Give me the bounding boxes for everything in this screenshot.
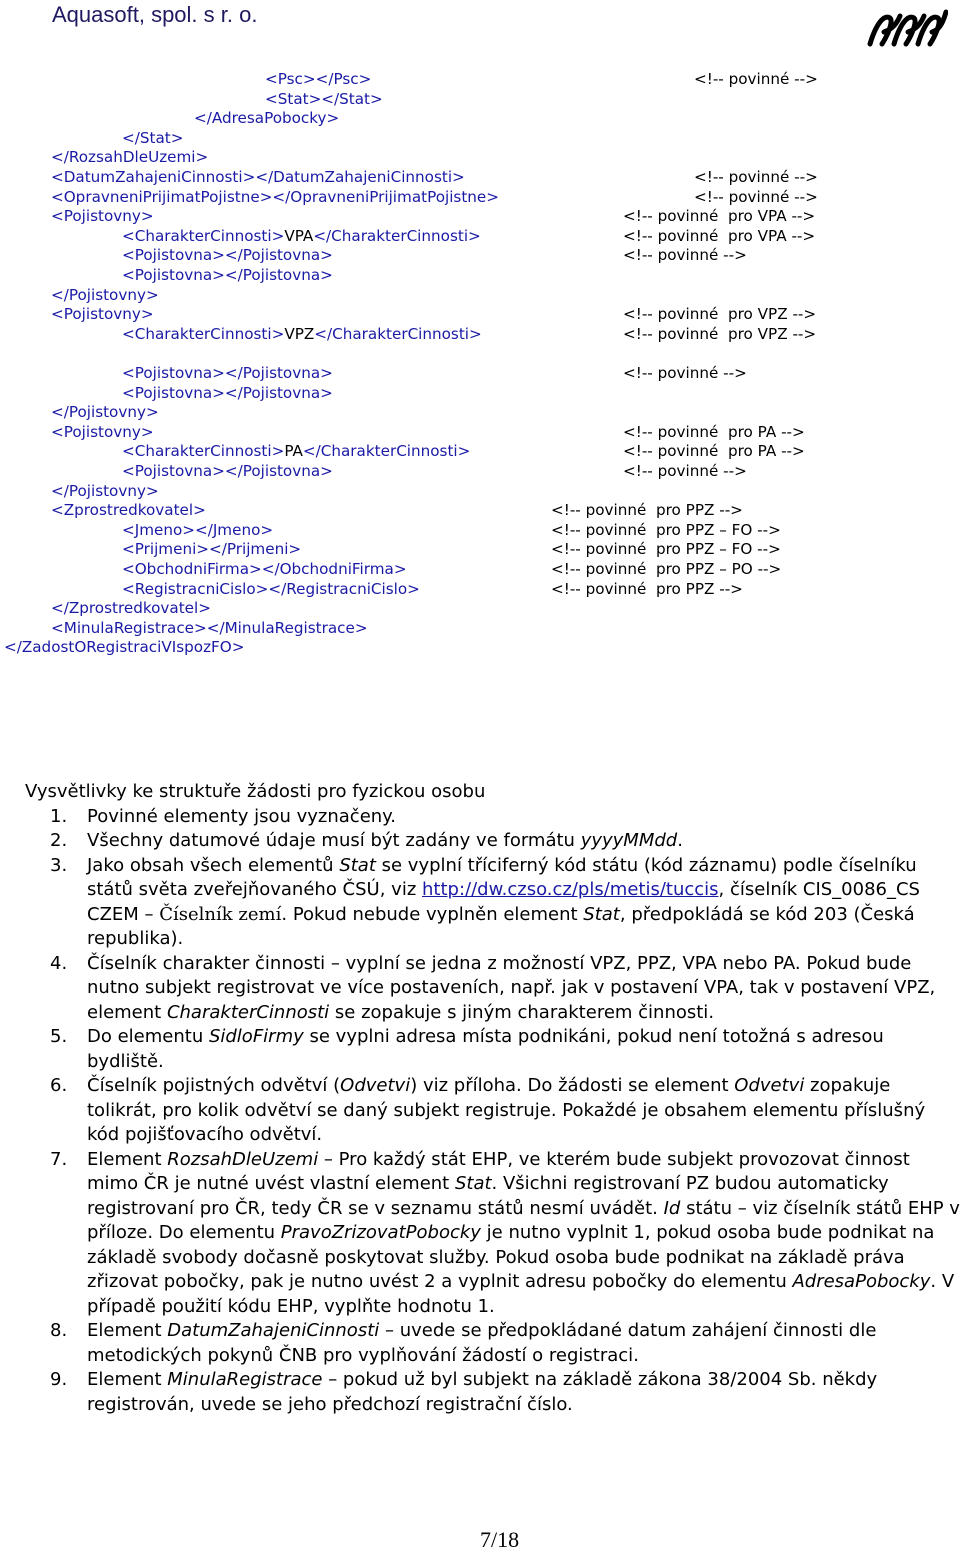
note-text: Element [87,1148,168,1170]
xml-line [51,286,159,306]
xml-line [122,521,273,541]
xml-comment: <!-- povinné --> [623,462,747,480]
xml-line [51,305,154,325]
xml-line [51,207,154,227]
note-item [25,1368,960,1417]
xml-line [122,266,333,286]
xml-tag: </Pojistovny> [51,286,159,304]
xml-tag: <Pojistovna></Pojistovna> [122,246,333,264]
xml-tag: </ZadostORegistraciVIspozFO> [4,638,245,656]
note-text: Element [87,1320,168,1341]
note-item [25,1074,960,1148]
note-text: . Pokud nebude vyplněn element [281,903,584,925]
note-item [25,854,960,952]
xml-tag: </Zprostredkovatel> [51,599,211,617]
note-text: se vyplni adresa místa podnikáni, pokud není totožná s adresou bydliště. [87,1026,884,1072]
xml-line [51,188,499,208]
xml-tag: <CharakterCinnosti> [122,227,285,245]
note-number: 1. [50,805,68,827]
xml-line [51,501,206,521]
xml-tag: <Psc></Psc> [265,70,372,88]
xml-tag: </CharakterCinnosti> [314,325,482,343]
xml-line [51,168,465,188]
czso-link[interactable]: http://dw.czso.cz/pls/metis/tuccis [422,879,719,900]
xml-tag: <Prijmeni></Prijmeni> [122,540,302,558]
xml-tag: <Pojistovny> [51,423,154,441]
xml-line [51,482,159,502]
xml-tag: </RozsahDleUzemi> [51,148,209,166]
xml-comment: <!-- povinné pro PPZ --> [551,501,743,519]
note-item [25,805,960,830]
xml-comment: <!-- povinné --> [623,246,747,264]
page-number: 7/18 [480,1527,520,1552]
note-text: AdresaPobocky [792,1271,931,1292]
note-text: Stat [583,903,620,925]
xml-line [122,129,183,149]
xml-line [4,638,244,658]
note-text: Číselník pojistných odvětví ( [87,1075,341,1096]
xml-line [51,423,154,443]
xml-line [122,227,481,247]
note-text: Odvetvi [340,1075,411,1096]
xml-comment: <!-- povinné --> [694,188,818,206]
xml-tag: <Pojistovny> [51,207,154,225]
xml-tag: </CharakterCinnosti> [313,227,481,245]
xml-line [122,462,333,482]
xml-tag: </CharakterCinnosti> [302,442,471,460]
notes-list [25,805,960,1418]
xml-tag: </AdresaPobocky> [194,109,340,127]
xml-line [122,246,333,266]
xml-tag: <Stat></Stat> [265,90,383,108]
xml-tag: <DatumZahajeniCinnosti></DatumZahajeniCinnosti> [51,168,465,186]
note-text: – Pro každý stát EHP, ve kterém bude subjekt provozovat činnost mimo ČR je nutné uvést vlastní element [87,1148,910,1194]
xml-tag: <OpravneniPrijimatPojistne></OpravneniPrijimatPojistne> [51,188,499,206]
note-text: Číselník zemí [159,903,282,925]
note-text: MinulaRegistrace [167,1369,323,1390]
note-text: CharakterCinnosti [166,1001,330,1023]
xml-line [122,442,470,462]
aquasoft-logo-icon [866,4,948,52]
xml-tag: </Pojistovny> [51,403,159,421]
xml-line [122,384,333,404]
xml-comment: <!-- povinné --> [694,70,818,88]
xml-tag: <Jmeno></Jmeno> [122,521,274,539]
note-item [25,952,960,1026]
note-number: 9. [50,1369,68,1390]
note-text: – pokud už byl subjekt na základě zákona 38/2004 Sb. někdy registrován, uvede se jeho předchozí registrační číslo. [87,1369,878,1415]
note-text: Všechny datumové údaje musí být zadány ve formátu [87,830,581,851]
note-item [25,1319,960,1368]
note-text: Jako obsah všech elementů [87,854,340,876]
xml-comment: <!-- povinné --> [694,168,818,186]
xml-tag: <Pojistovna></Pojistovna> [122,364,333,382]
xml-comment: <!-- povinné pro PPZ --> [551,580,743,598]
xml-comment: <!-- povinné pro VPA --> [623,207,816,225]
note-number: 8. [50,1320,68,1341]
xml-tag: </Pojistovny> [51,482,159,500]
xml-line [51,619,368,639]
note-text: Odvetvi [734,1075,805,1096]
note-text: . V případě použití kódu EHP, vyplňte hodnotu 1. [87,1271,955,1317]
xml-comment: <!-- povinné pro VPA --> [623,227,816,245]
xml-line [122,580,420,600]
xml-line [122,560,407,580]
xml-tag: <Pojistovna></Pojistovna> [122,462,333,480]
note-text: státu – viz číselník států EHP v příloze. Do elementu [87,1197,960,1243]
note-text: DatumZahajeniCinnosti [167,1320,380,1341]
xml-tag: <Pojistovny> [51,305,154,323]
xml-tag: <ObchodniFirma></ObchodniFirma> [122,560,407,578]
xml-line [194,109,339,129]
note-text: Stat [454,1173,492,1194]
xml-comment: <!-- povinné pro VPZ --> [623,305,817,323]
note-text: je nutno vyplnit 1, pokud osoba bude podnikat na základě svobody dočasně poskytovat služby. Pokud osoba bude podnikat na základě práva zřizovat pobočky, pak je nutno uvést 2 a vyplnit adresu pobočky do elementu [87,1222,935,1292]
note-text: se zopakuje s jiným charakterem činnosti. [329,1001,715,1023]
note-text: Element [87,1369,168,1390]
note-number: 3. [50,854,68,876]
xml-tag: <RegistracniCislo></RegistracniCislo> [122,580,420,598]
note-text: , předpokládá se kód 203 (Česká republika). [87,903,915,949]
xml-comment: <!-- povinné pro VPZ --> [623,325,817,343]
note-text: – uvede se předpokládané datum zahájení činnosti dle metodických pokynů ČNB pro vyplňování žádostí o registraci. [87,1320,877,1366]
xml-value: VPZ [284,325,315,343]
xml-line [51,599,211,619]
note-item [25,1148,960,1320]
xml-comment: <!-- povinné pro PPZ – PO --> [551,560,782,578]
note-text: SidloFirmy [208,1026,304,1047]
xml-tag: <Zprostredkovatel> [51,501,206,519]
note-text: RozsahDleUzemi [167,1148,319,1170]
notes-title: Vysvětlivky ke struktuře žádosti pro fyzickou osobu [25,781,486,802]
xml-line [122,540,301,560]
xml-value: VPA [284,227,314,245]
note-number: 4. [50,952,68,974]
xml-value: PA [284,442,303,460]
xml-tag: <CharakterCinnosti> [122,442,285,460]
xml-comment: <!-- povinné --> [623,364,747,382]
xml-line [122,364,333,384]
note-text: . [677,830,683,851]
note-text: . Všichni registrovaní PZ budou automaticky registrovaní pro ČR, tedy ČR se v seznamu států nesmí uvádět. [87,1173,889,1219]
note-text: Číselník charakter činnosti – vyplní se jedna z možností VPZ, PPZ, VPA nebo PA. Pokud bude nutno subjekt registrovat ve více postaveních, např. jak v postavení VPA, tak v postavení VPZ, element [87,952,936,1023]
xml-tag: <Pojistovna></Pojistovna> [122,266,333,284]
note-item [25,829,960,854]
note-item [25,1025,960,1074]
note-text: Povinné elementy jsou vyznačeny. [87,805,396,827]
note-text: , číselník CIS_0086_CS CZEM – [87,879,920,925]
xml-tag: <MinulaRegistrace></MinulaRegistrace> [51,619,368,637]
xml-line [51,403,159,423]
note-number: 7. [50,1148,68,1170]
note-number: 5. [50,1026,68,1047]
xml-comment: <!-- povinné pro PA --> [623,423,805,441]
note-text: Do elementu [87,1026,209,1047]
note-text: zopakuje tolikrát, pro kolik odvětví se daný subjekt registruje. Pokaždé je obsahem elementu příslušný kód pojišťovacího odvětví. [87,1075,926,1145]
xml-tag: <Pojistovna></Pojistovna> [122,384,333,402]
note-text: yyyyMMdd [580,830,678,851]
xml-comment: <!-- povinné pro PA --> [623,442,805,460]
note-text: Stat [339,854,376,876]
note-text: PravoZrizovatPobocky [280,1222,481,1243]
xml-line [265,90,383,110]
xml-comment: <!-- povinné pro PPZ – FO --> [551,521,781,539]
company-header: Aquasoft, spol. s r. o. [52,2,258,27]
xml-line [122,325,482,345]
note-text: Id [663,1197,681,1219]
xml-tag: </Stat> [122,129,184,147]
note-number: 2. [50,830,68,851]
note-number: 6. [50,1075,68,1096]
note-text: se vyplní tříciferný kód státu (kód záznamu) podle číselníku států světa zveřejňovaného ČSÚ, viz [87,854,917,900]
notes-section [25,780,960,1417]
xml-tag: <CharakterCinnosti> [122,325,285,343]
xml-comment: <!-- povinné pro PPZ – FO --> [551,540,781,558]
xml-line [265,70,371,90]
note-text: ) viz příloha. Do žádosti se element [410,1075,735,1096]
xml-line [51,148,208,168]
